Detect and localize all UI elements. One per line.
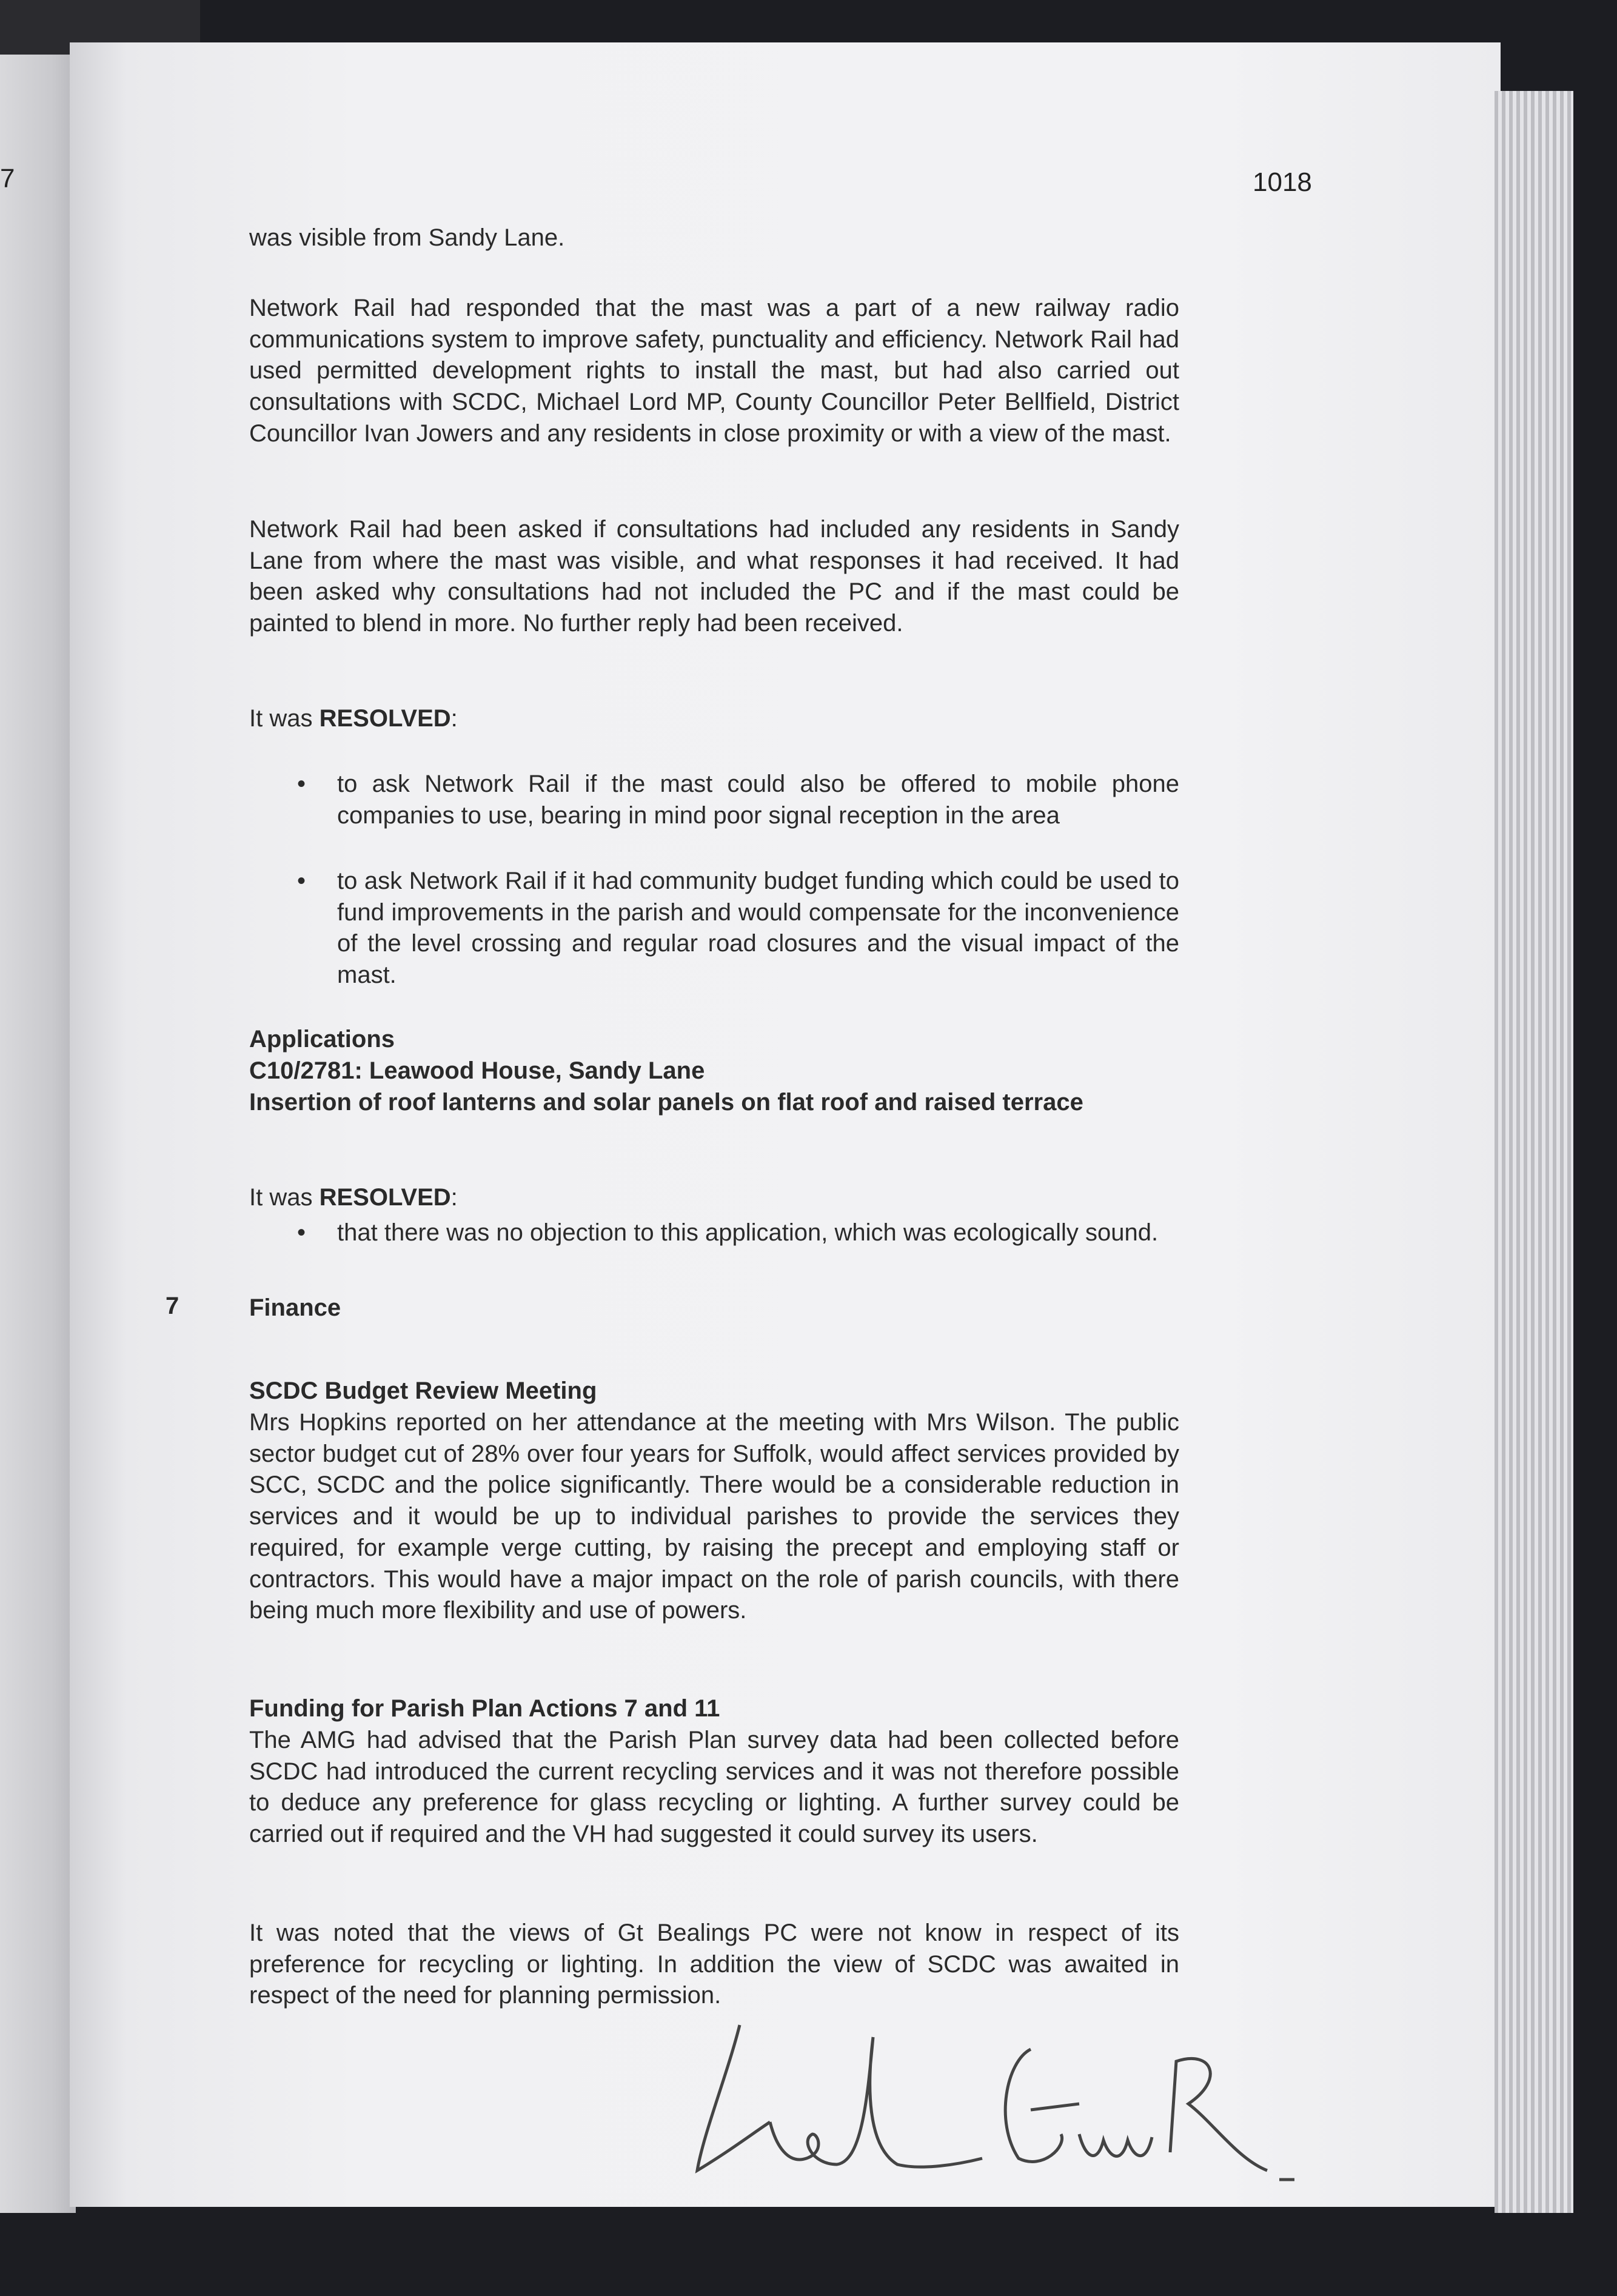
- list-item-text: that there was no objection to this application, which was ecologically sound.: [337, 1219, 1159, 1246]
- page-number: 1018: [1253, 167, 1312, 197]
- list-item: [297, 769, 1179, 831]
- section-heading: Applications: [249, 1026, 395, 1053]
- resolved-suffix: :: [450, 705, 458, 732]
- bullet-icon: •: [297, 868, 306, 894]
- resolved-prefix: It was: [249, 705, 320, 732]
- facing-page: [0, 55, 76, 2213]
- paragraph: Network Rail had responded that the mast was a part of a new railway radio communications system to improve safety, punctuality and efficiency. Network Rail had used permitted development rights to install the mast, but had also carried out consultations with SCDC, Michael Lord MP, County Councillor Peter Bellfield, District Councillor Ivan Jowers and any residents in close proximity or with a view of the mast.: [249, 295, 1179, 447]
- list-item: [297, 1217, 1179, 1249]
- resolved-word: RESOLVED: [319, 1184, 451, 1211]
- bullet-icon: •: [297, 771, 306, 797]
- item-number: 7: [166, 1293, 179, 1319]
- subheading: Funding for Parish Plan Actions 7 and 11: [249, 1695, 720, 1722]
- paragraph: Network Rail had been asked if consultations had included any residents in Sandy Lane from where the mast was visible, and what responses it had received. It had been asked why consultations had not included the PC and if the mast could be painted to blend in more. No further reply had been received.: [249, 516, 1179, 637]
- list-item-text: to ask Network Rail if the mast could also be offered to mobile phone companies to use, bearing in mind poor signal reception in the area: [337, 771, 1179, 829]
- application-description: Insertion of roof lanterns and solar panels on flat roof and raised terrace: [249, 1089, 1083, 1116]
- resolved-word: RESOLVED: [319, 705, 451, 732]
- list-item-text: to ask Network Rail if it had community budget funding which could be used to fund improvements in the parish and would compensate for the inconvenience of the level crossing and regular road closures and the visual impact of the mast.: [337, 868, 1179, 989]
- paragraph: It was noted that the views of Gt Bealings PC were not know in respect of its preference for recycling or lighting. In addition the view of SCDC was awaited in respect of the need for planning permission.: [249, 1919, 1179, 2009]
- resolved-prefix: It was: [249, 1184, 320, 1211]
- subheading: SCDC Budget Review Meeting: [249, 1377, 597, 1404]
- page-edges: [1495, 91, 1573, 2213]
- list-item: [297, 866, 1179, 991]
- handwritten-signature: [667, 2013, 1304, 2195]
- resolved-suffix: :: [450, 1184, 458, 1211]
- paragraph: The AMG had advised that the Parish Plan survey data had been collected before SCDC had introduced the current recycling services and it was not therefore possible to deduce any preference for glass recycling or lighting. A further survey could be carried out if required and the VH had suggested it could survey its users.: [249, 1727, 1179, 1848]
- section-heading: Finance: [249, 1294, 341, 1321]
- resolved-statement: [249, 703, 1179, 735]
- bullet-icon: •: [297, 1219, 306, 1246]
- resolved-statement: [249, 1182, 1179, 1214]
- facing-page-number: 7: [0, 164, 15, 193]
- application-ref: C10/2781: Leawood House, Sandy Lane: [249, 1057, 705, 1084]
- paragraph: was visible from Sandy Lane.: [249, 224, 565, 251]
- paragraph: Mrs Hopkins reported on her attendance at the meeting with Mrs Wilson. The public sector budget cut of 28% over four years for Suffolk, would affect services provided by SCC, SCDC and the police significantly. There would be a considerable reduction in services and it would be up to individual parishes to provide the services they required, for example verge cutting, by raising the precept and employing staff or contractors. This would have a major impact on the role of parish councils, with there being much more flexibility and use of powers.: [249, 1409, 1179, 1624]
